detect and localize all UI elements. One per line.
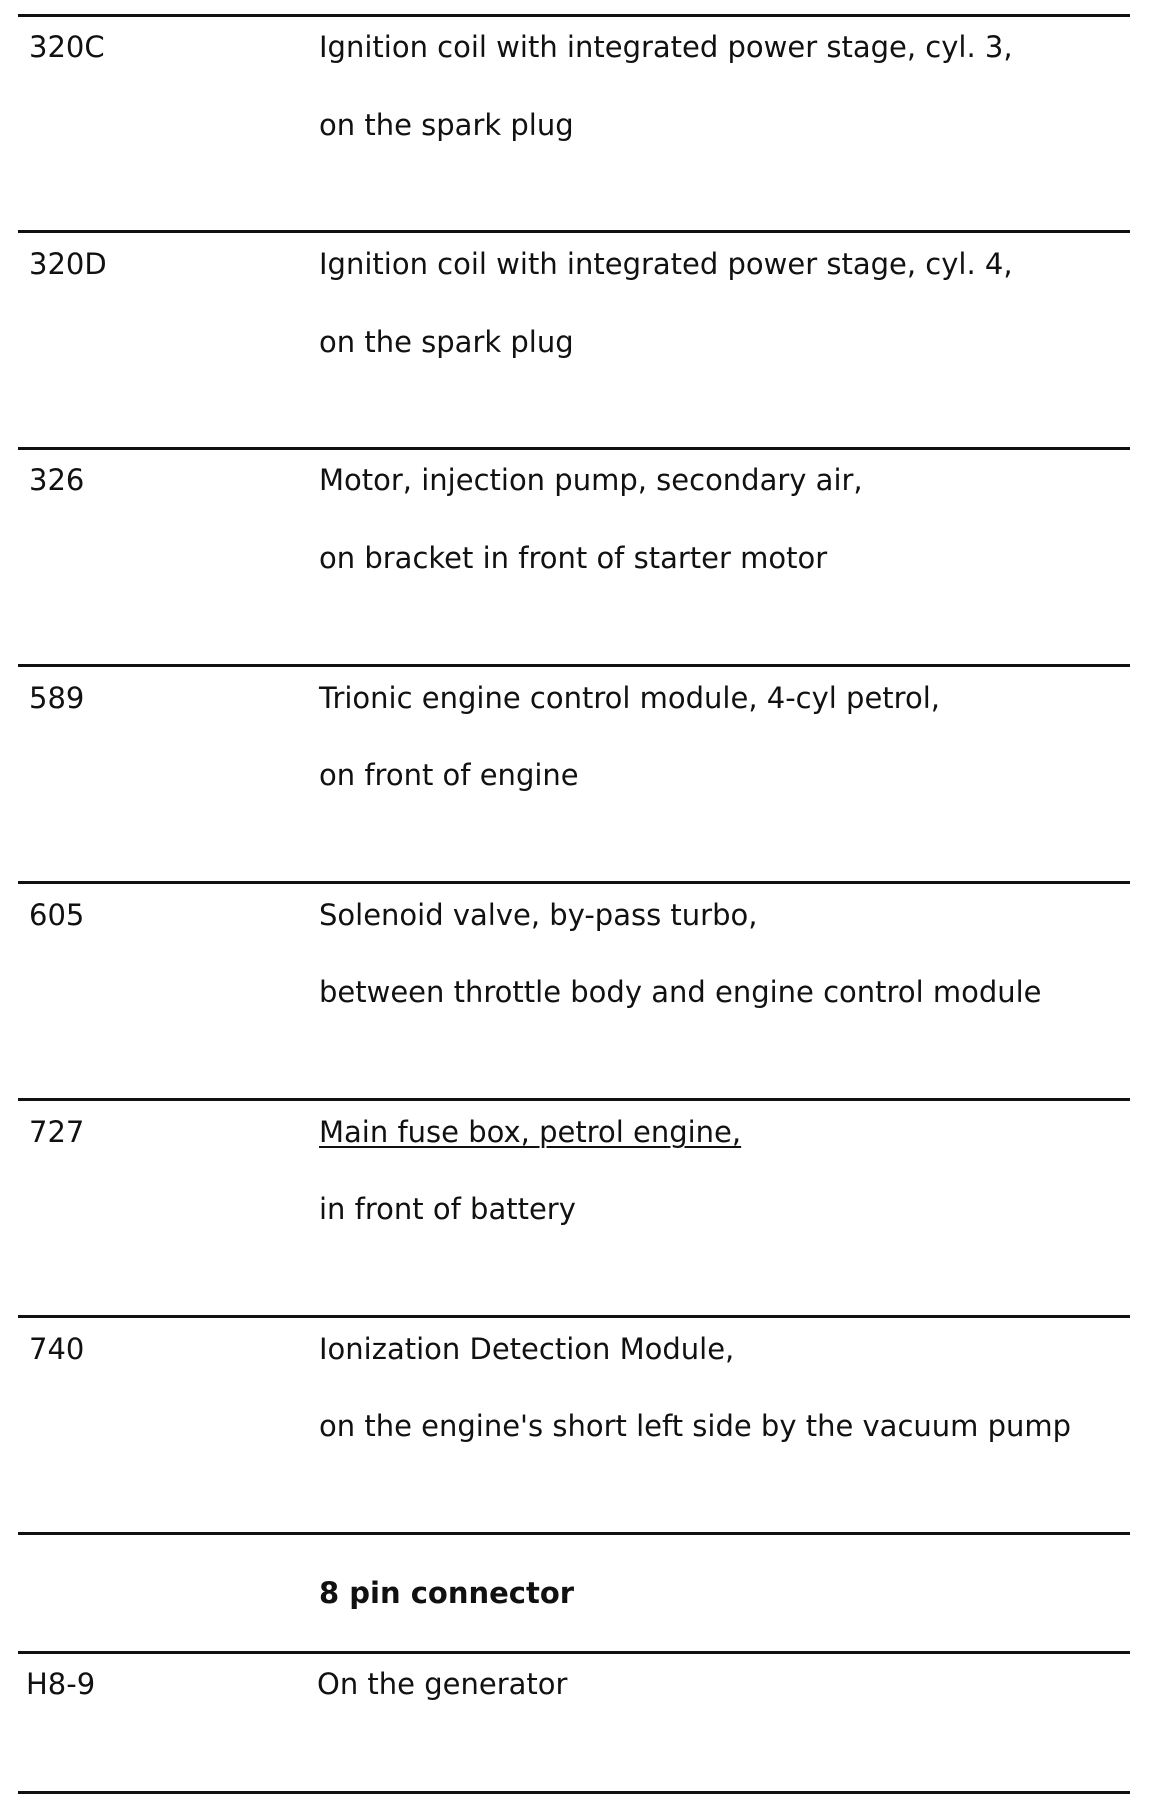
component-location: on the spark plug [319,325,574,359]
component-location: on the engine's short left side by the vacuum pump [319,1409,1072,1443]
component-code: 589 [29,681,85,715]
component-location: on the spark plug [319,108,574,142]
component-description: Solenoid valve, by-pass turbo, [319,898,758,932]
component-description: Trionic engine control module, 4-cyl petrol, [319,681,940,715]
component-location: in front of battery [319,1192,576,1226]
component-description: Ionization Detection Module, [319,1332,735,1366]
section-heading: 8 pin connector [319,1576,575,1610]
component-location: on front of engine [319,758,579,792]
row-divider [18,447,1130,450]
component-description: On the generator [317,1667,568,1701]
component-code: 740 [29,1332,85,1366]
component-code: 326 [29,463,85,497]
row-divider [18,230,1130,233]
row-divider [18,1532,1130,1535]
component-description: Ignition coil with integrated power stage, cyl. 3, [319,30,1013,64]
component-description: Motor, injection pump, secondary air, [319,463,863,497]
component-description: Main fuse box, petrol engine, [319,1115,742,1149]
component-code: H8-9 [26,1667,96,1701]
component-code: 320D [29,247,107,281]
component-code: 605 [29,898,85,932]
row-divider [18,664,1130,667]
component-location: between throttle body and engine control module [319,975,1042,1009]
row-divider [18,881,1130,884]
component-description: Ignition coil with integrated power stage, cyl. 4, [319,247,1013,281]
row-divider [18,1315,1130,1318]
row-divider [18,1098,1130,1101]
table-bottom-border [18,1791,1130,1794]
component-code: 727 [29,1115,85,1149]
row-divider [18,1651,1130,1654]
component-code: 320C [29,30,105,64]
row-divider [18,14,1130,17]
component-location: on bracket in front of starter motor [319,541,828,575]
